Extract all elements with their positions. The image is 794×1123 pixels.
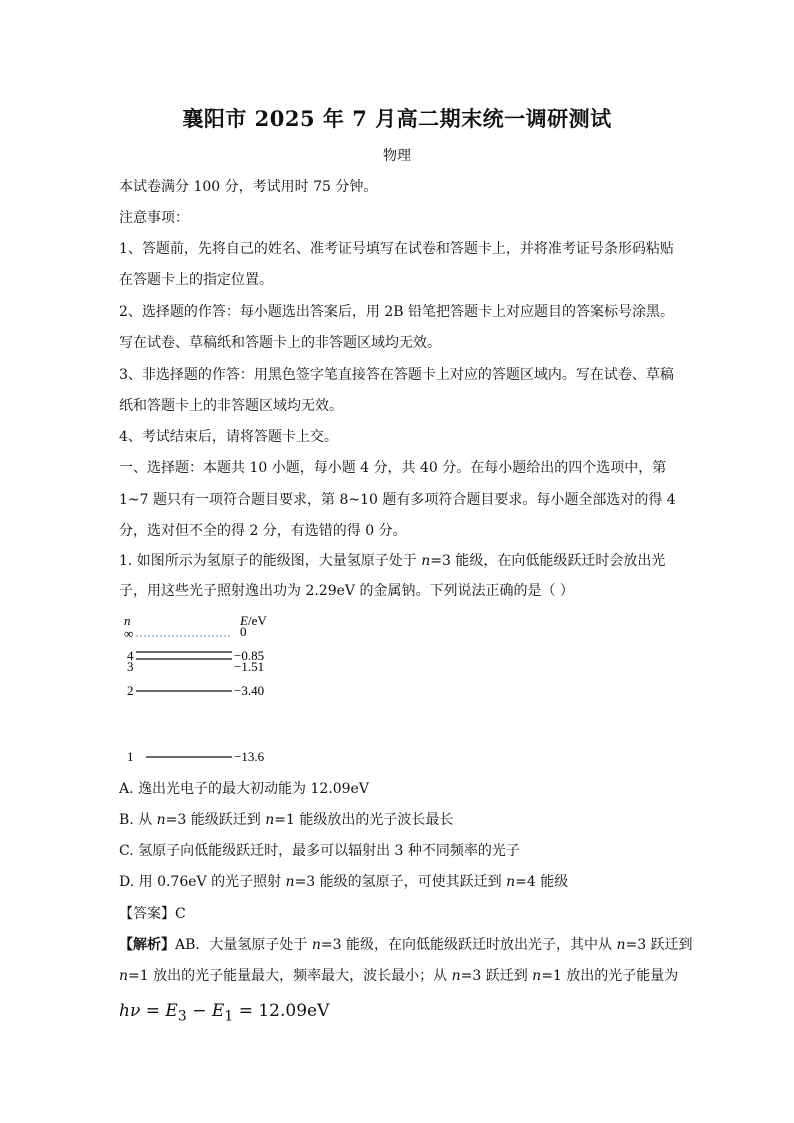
level-4-n: 4 — [127, 648, 134, 663]
notice-1-line-2: 在答题卡上的指定位置。 — [119, 272, 273, 288]
level-inf-energy: 0 — [240, 624, 247, 639]
energy-level-diagram — [112, 612, 312, 772]
notice-2-line-2: 写在试卷、草稿纸和答题卡上的非答题区域均无效。 — [119, 335, 441, 351]
n-axis-label: n — [124, 613, 131, 628]
section-header-line-3: 分，选对但不全的得 2 分，有选错的得 0 分。 — [119, 523, 407, 539]
notice-1-line-1: 1、答题前，先将自己的姓名、准考证号填写在试卷和答题卡上，并将准考证号条形码粘贴 — [119, 241, 674, 257]
level-inf-n: ∞ — [124, 626, 134, 641]
option-d: D. 用 0.76eV 的光子照射 n=3 能级的氢原子，可使其跃迁到 n=4 能级 — [119, 874, 569, 890]
analysis-line-1: 【解析】AB．大量氢原子处于 n=3 能级，在向低能级跃迁时放出光子，其中从 n=3 跃迁到 — [119, 937, 693, 953]
notice-4: 4、考试结束后，请将答题卡上交。 — [119, 429, 338, 445]
section-header-line-2: 1~7 题只有一项符合题目要求，第 8~10 题有多项符合题目要求。每小题全部选对的得 4 — [119, 492, 676, 508]
score-info: 本试卷满分 100 分，考试用时 75 分钟。 — [119, 179, 378, 195]
energy-formula: $h\nu = E_3 - E_1 = 12.09eV$ — [119, 1001, 330, 1025]
option-b: B. 从 n=3 能级跃迁到 n=1 能级放出的光子波长最长 — [119, 812, 454, 828]
notice-3-line-2: 纸和答题卡上的非答题区域均无效。 — [119, 398, 343, 414]
page-title: 襄阳市 2025 年 7 月高二期末统一调研测试 — [182, 106, 612, 131]
section-header-line-1: 一、选择题：本题共 10 小题，每小题 4 分，共 40 分。在每小题给出的四个选项中，第 — [119, 460, 667, 476]
question-1-stem-line-2: 子，用这些光子照射逸出功为 2.29eV 的金属钠。下列说法正确的是（ ） — [119, 583, 574, 599]
notice-3-line-1: 3、非选择题的作答：用黑色签字笔直接答在答题卡上对应的答题区域内。写在试卷、草稿 — [119, 367, 674, 383]
level-1-n: 1 — [127, 749, 134, 764]
level-4-energy: −0.85 — [234, 648, 265, 663]
level-3-energy: −1.51 — [234, 659, 265, 674]
level-2-n: 2 — [127, 683, 134, 698]
energy-axis-label: E/eV — [240, 613, 267, 628]
analysis-line-2: n=1 放出的光子能量最大，频率最大，波长最小；从 n=3 跃迁到 n=1 放出的光子能量为 — [119, 968, 679, 984]
level-1-energy: −13.6 — [234, 749, 265, 764]
question-1-stem-line-1: 1. 如图所示为氢原子的能级图，大量氢原子处于 n=3 能级，在向低能级跃迁时会放出光 — [119, 553, 666, 569]
level-3-n: 3 — [127, 659, 134, 674]
notice-2-line-1: 2、选择题的作答：每小题选出答案后，用 2B 铅笔把答题卡上对应题目的答案标号涂黑。 — [119, 304, 675, 320]
subject-label: 物理 — [383, 148, 411, 164]
option-c: C. 氢原子向低能级跃迁时，最多可以辐射出 3 种不同频率的光子 — [119, 843, 520, 859]
level-2-energy: −3.40 — [234, 683, 265, 698]
option-a: A. 逸出光电子的最大初动能为 12.09eV — [119, 781, 369, 797]
notice-title: 注意事项： — [119, 210, 189, 226]
answer-line: 【答案】C — [119, 906, 186, 922]
